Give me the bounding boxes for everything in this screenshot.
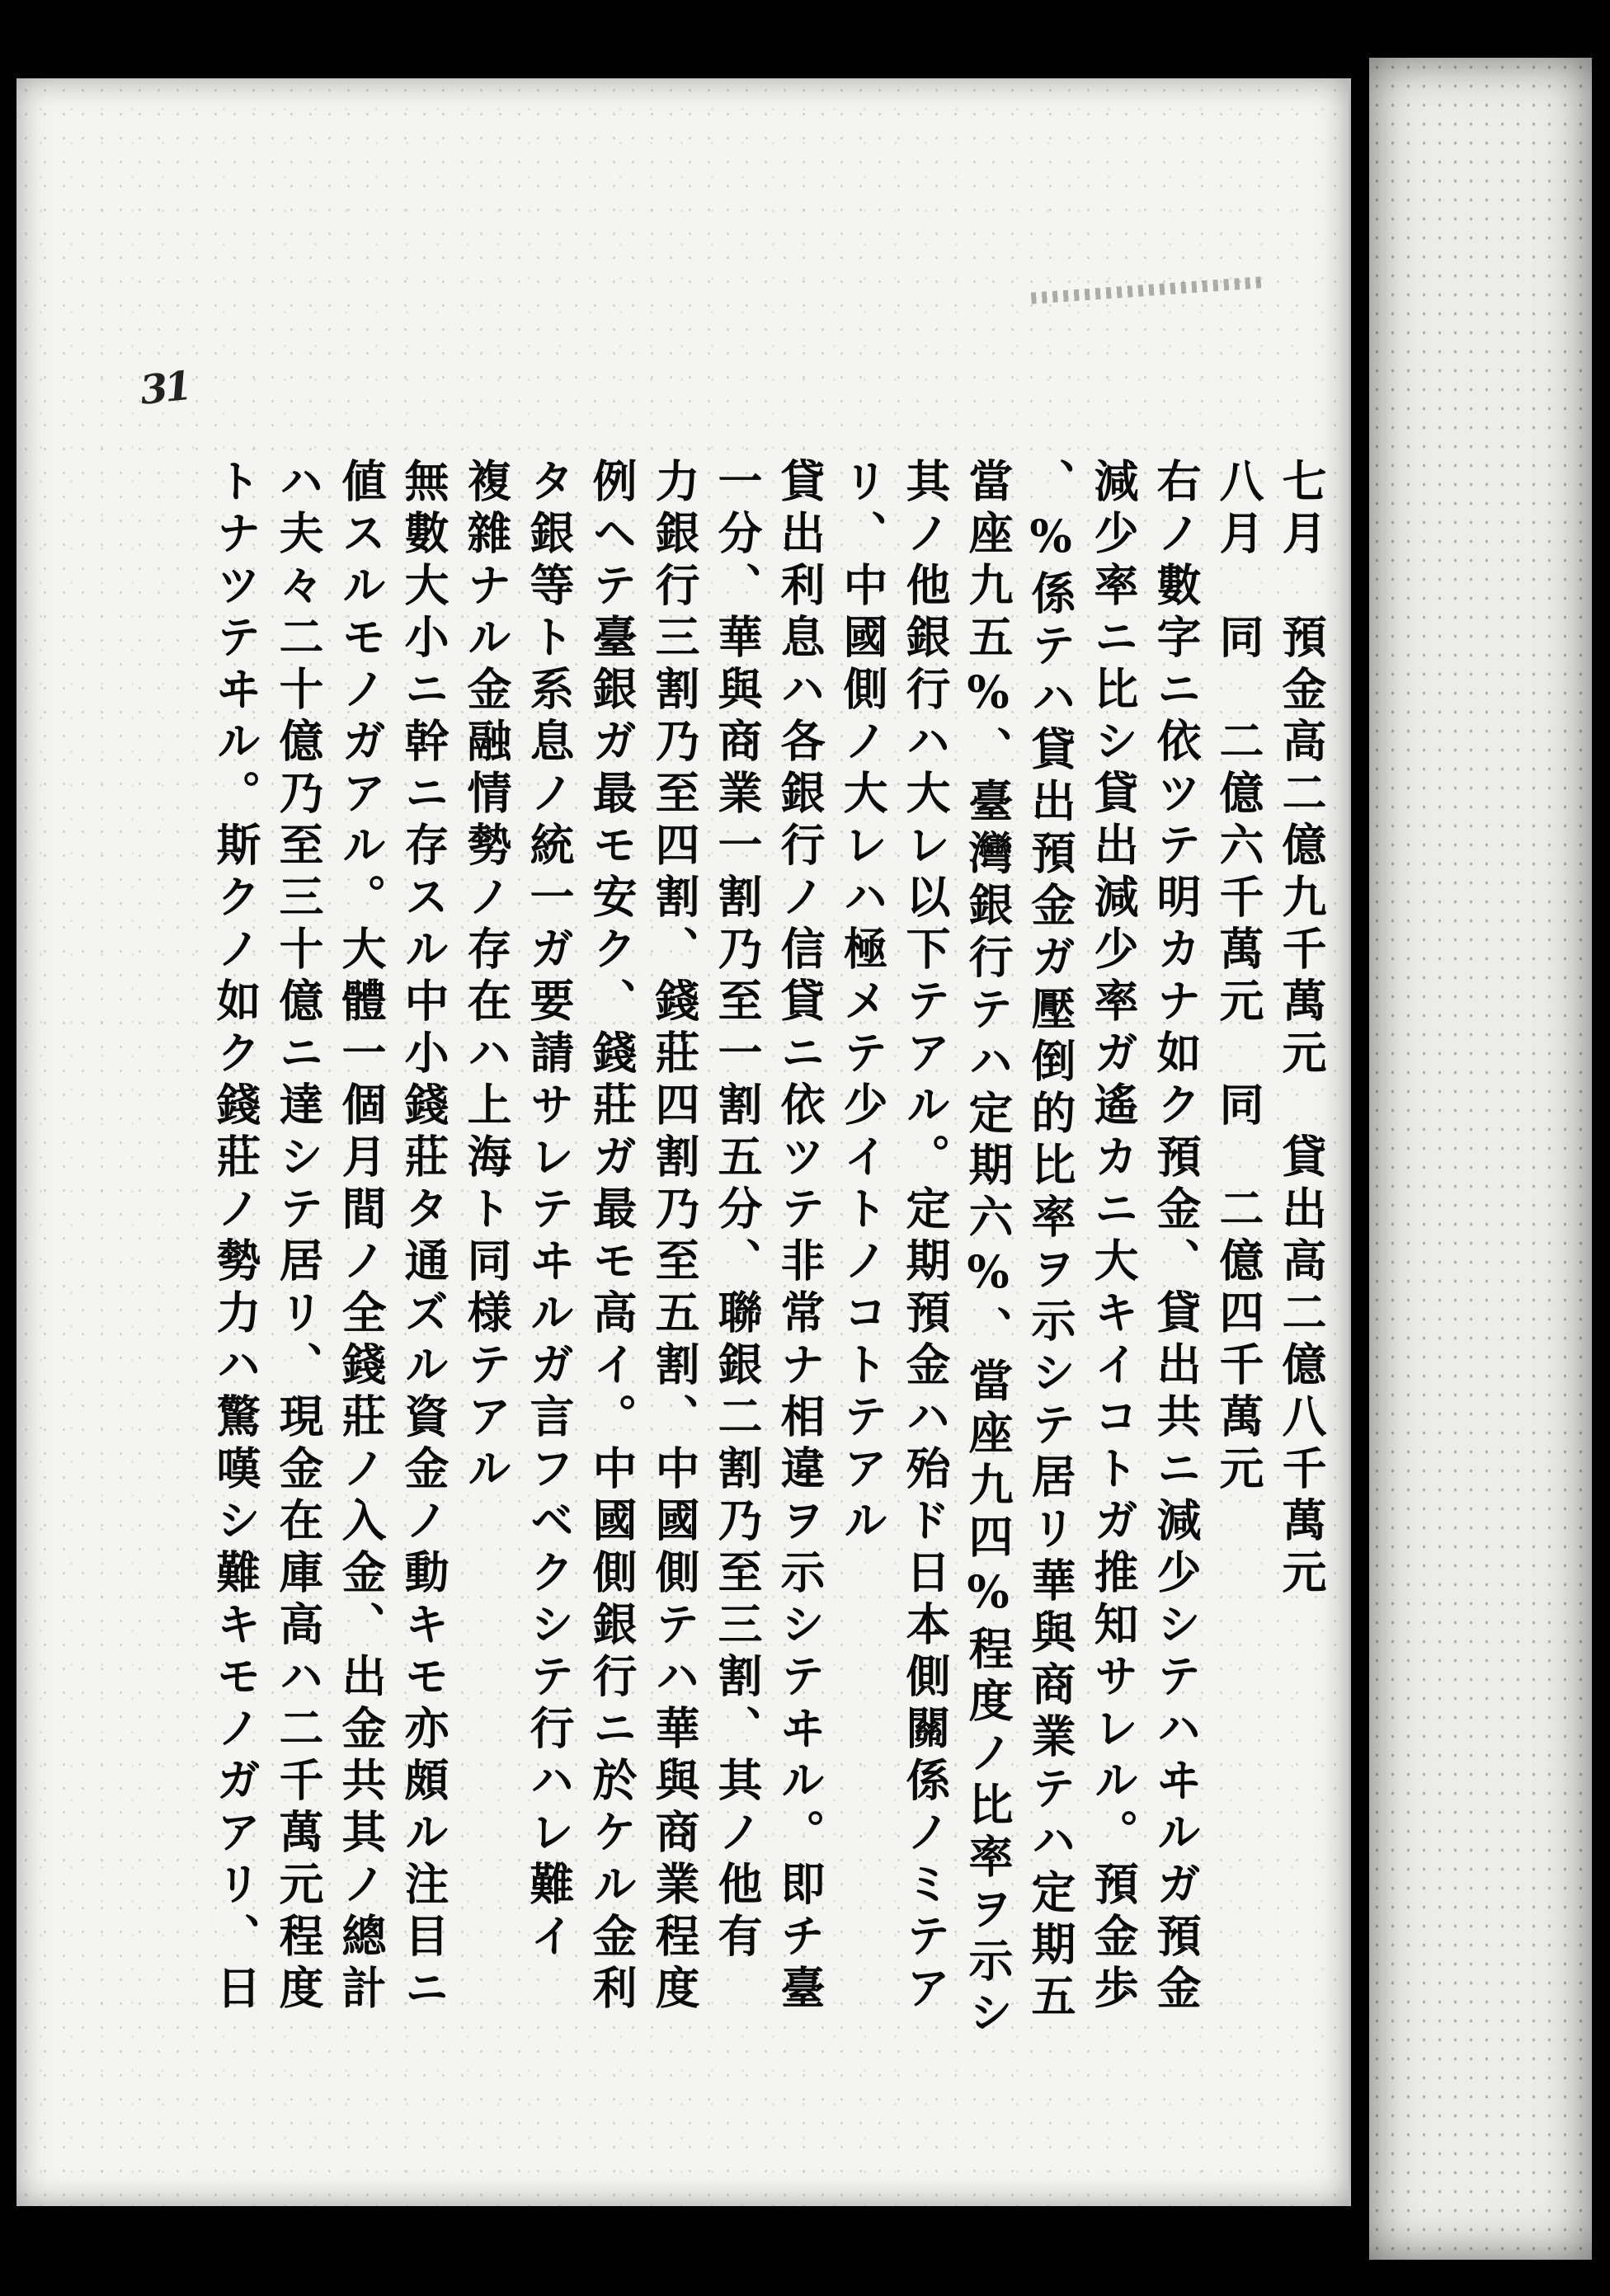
text-line: タ銀等ト系息ノ統一ガ要請サレテヰルガ言フベクシテ行ハレ難イ <box>523 458 576 1964</box>
text-line: リ、中國側ノ大レハ極メテ少イトノコトテアル <box>836 458 889 1549</box>
text-line: 右ノ數字ニ依ツテ明カナ如ク預金、貸出共ニ減少シテハヰルガ預金 <box>1150 458 1203 2016</box>
adjacent-page-edge <box>1369 58 1592 2260</box>
text-line: 係テハ貸出預金ガ壓倒的比率ヲ示シテ居リ華與商業テハ定期五%、 <box>1024 458 1077 2025</box>
document-page <box>16 78 1351 2206</box>
text-line: 例ヘテ臺銀ガ最モ安ク、錢莊ガ最モ高イ。中國側銀行ニ於ケル金利 <box>586 458 638 2016</box>
text-line: 値スルモノガアル。大體一個月間ノ全錢莊ノ入金、出金共其ノ總計 <box>335 458 388 2016</box>
text-line: 複雜ナル金融情勢ノ存在ハ上海ト同様テアル <box>460 458 513 1497</box>
text-line: 無數大小ニ幹ニ存スル中小錢莊タ通ズル資金ノ動キモ亦頗ル注目ニ <box>398 458 450 2016</box>
text-line: 其ノ他銀行ハ大レ以下テアル。定期預金ハ殆ド日本側關係ノミテア <box>899 458 952 2016</box>
text-line: 八月 同 二億六千萬元 同 二億四千萬元 <box>1212 458 1265 1497</box>
page-number: 31 <box>138 363 191 414</box>
text-line: トナツテヰル。斯クノ如ク錢莊ノ勢力ハ驚嘆シ難キモノガアリ、日 <box>209 458 262 2016</box>
text-line: 七月 預金高二億九千萬元 貸出高二億八千萬元 <box>1275 458 1328 1601</box>
text-line: ハ夫々二十億乃至三十億ニ達シテ居リ、現金在庫高ハ二千萬元程度 <box>272 458 325 2016</box>
scan-noise <box>1031 276 1262 303</box>
text-line: 貸出利息ハ各銀行ノ信貸ニ依ツテ非常ナ相違ヲ示シテヰル。即チ臺 <box>774 458 826 2016</box>
text-line: 當座九五%、臺灣銀行テハ定期六%、當座九四%程度ノ比率ヲ示シ <box>962 458 1014 2041</box>
text-line: 減少率ニ比シ貸出減少率ガ遙カニ大キイコトガ推知サレル。預金歩 <box>1087 458 1140 2016</box>
text-line: 一分、華與商業一割乃至一割五分、聯銀二割乃至三割、其ノ他有 <box>711 458 764 1964</box>
text-line: 力銀行三割乃至四割、錢莊四割乃至五割、中國側テハ華與商業程度 <box>648 458 701 2016</box>
vertical-text-block <box>209 458 1328 2066</box>
